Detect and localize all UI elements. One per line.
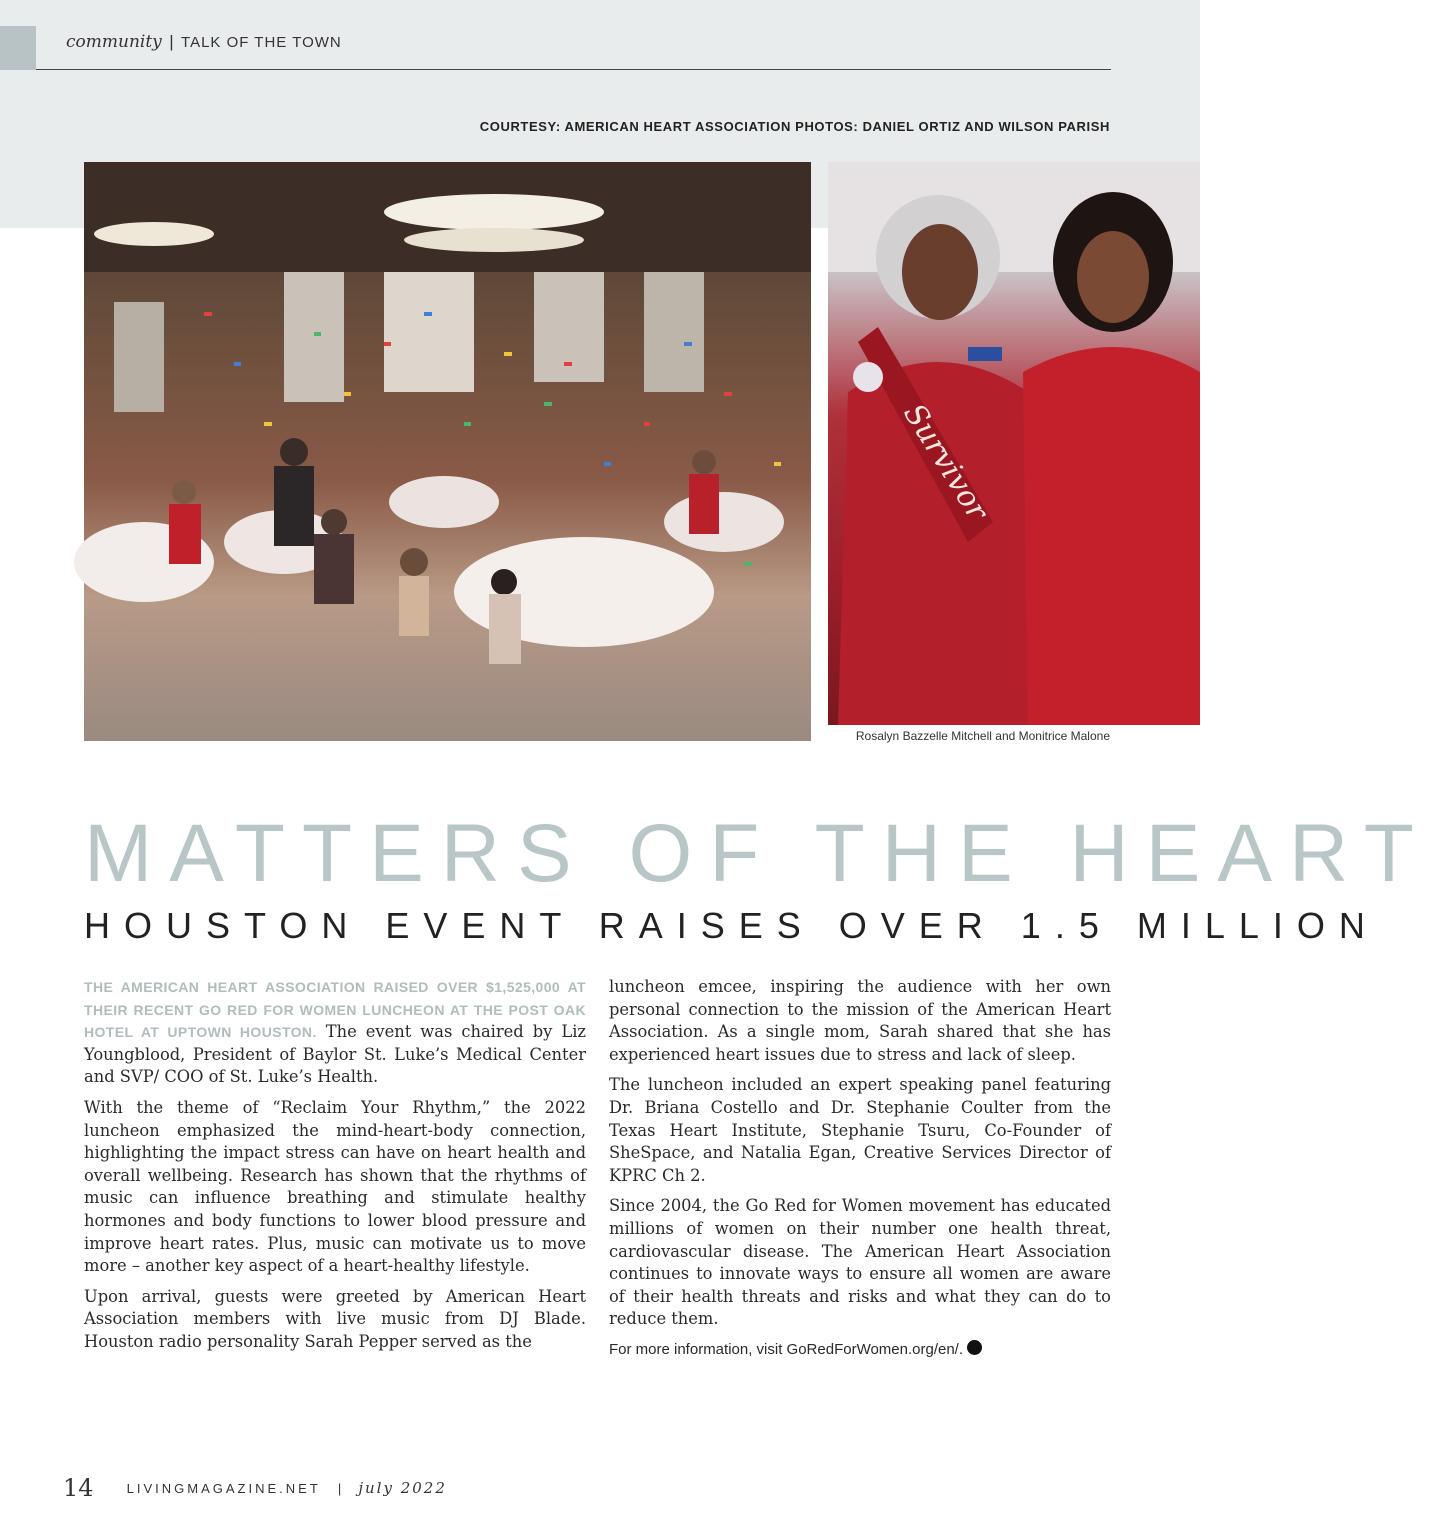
footer-separator: | <box>337 1480 342 1496</box>
end-mark-icon <box>967 1340 982 1355</box>
header-rule <box>36 69 1111 70</box>
article-title: MATTERS OF THE HEART <box>84 808 1431 899</box>
article-subtitle: HOUSTON EVENT RAISES OVER 1.5 MILLION <box>84 905 1379 946</box>
ballroom-event-photo <box>84 162 811 741</box>
lead-in: THE AMERICAN HEART ASSOCIATION RAISED OVER $1,525,000 AT THEIR RECENT GO RED FOR WOMEN LUNCHEON AT THE POST OAK HOTEL AT UPTOWN HOUSTON. <box>84 979 586 1041</box>
page-footer <box>63 1474 447 1502</box>
article-column-left <box>84 976 586 1362</box>
photo-caption: Rosalyn Bazzelle Mitchell and Monitrice Malone <box>855 729 1110 743</box>
paragraph-2: With the theme of “Reclaim Your Rhythm,” the 2022 luncheon emphasized the mind-heart-body connection, highlighting the impact stress can have on heart health and overall wellbeing. Research has shown that the rhythms of music can influence breathing and stimulate healthy hormones and body functions to lower blood pressure and improve heart rates. Plus, music can motivate us to move more – another key aspect of a heart-healthy lifestyle. <box>84 1097 586 1276</box>
header-separator: | <box>169 32 174 51</box>
more-info-text: For more information, visit GoRedForWomen.org/en/. <box>609 1340 964 1358</box>
paragraph-1-text: The event was chaired by Liz Youngblood, President of Baylor St. Luke’s Medical Center and SVP/ COO of St. Luke’s Health. <box>84 1022 586 1087</box>
section-name: community <box>66 32 162 52</box>
paragraph-5: Since 2004, the Go Red for Women movement has educated millions of women on their number one health threat, cardiovascular disease. The American Heart Association continues to innovate ways to ensure all women are aware of their health threats and risks and what they can do to reduce them. <box>609 1196 1111 1329</box>
column-name: TALK OF THE TOWN <box>181 34 342 51</box>
paragraph-1 <box>84 976 586 1089</box>
article-column-right <box>609 976 1111 1370</box>
paragraph-4: The luncheon included an expert speaking panel featuring Dr. Briana Costello and Dr. Stephanie Coulter from the Texas Heart Institute, Stephanie Tsuru, Co-Founder of SheSpace, and Natalia Egan, Creative Services Director of KPRC Ch 2. <box>609 1075 1111 1185</box>
portrait-illustration <box>828 162 1200 725</box>
page-number: 14 <box>63 1474 94 1502</box>
running-header <box>66 32 342 52</box>
section-tab-marker <box>0 26 36 70</box>
ballroom-illustration <box>84 162 811 741</box>
sash-text: Survivor <box>896 397 995 527</box>
more-info-line <box>609 1339 1111 1362</box>
paragraph-3-continued: luncheon emcee, inspiring the audience with her own personal connection to the mission of the American Heart Association. As a single mom, Sarah shared that she has experienced heart issues due to stress and lack of sleep. <box>609 977 1111 1064</box>
paragraph-3: Upon arrival, guests were greeted by American Heart Association members with live music from DJ Blade. Houston radio personality Sarah Pepper served as the <box>84 1286 586 1351</box>
footer-issue: july 2022 <box>358 1479 447 1497</box>
photo-credit: COURTESY: AMERICAN HEART ASSOCIATION PHOTOS: DANIEL ORTIZ AND WILSON PARISH <box>479 119 1110 134</box>
footer-site: LIVINGMAGAZINE.NET <box>126 1480 321 1496</box>
portrait-photo <box>828 162 1200 725</box>
